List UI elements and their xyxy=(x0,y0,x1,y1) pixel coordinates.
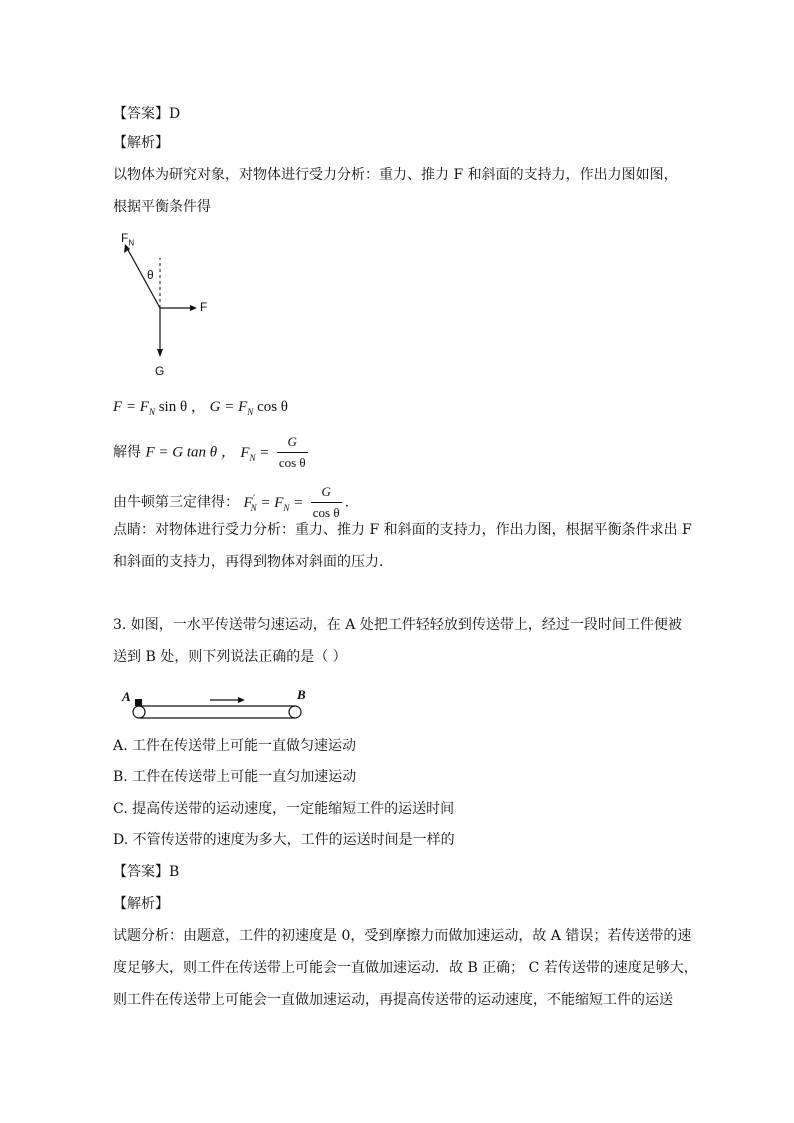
analysis-text-3a: 试题分析：由题意，工件的初速度是 0，受到摩擦力而做加速运动，故 A 错误；若传送带的速 xyxy=(113,928,692,944)
right-roller xyxy=(289,706,301,718)
workpiece-block xyxy=(135,699,142,706)
comment-text-1b: 和斜面的支持力，再得到物体对斜面的压力． xyxy=(113,554,393,570)
gravity-label: G xyxy=(155,364,165,378)
theta-label: θ xyxy=(147,268,154,282)
conveyor-diagram xyxy=(120,686,310,726)
analysis-heading-1: 【解析】 xyxy=(113,135,169,151)
question-3-line-a: 3. 如图，一水平传送带匀速运动，在 A 处把工件轻轻放到传送带上，经过一段时间工件便被 xyxy=(113,617,682,633)
normal-force-arrow xyxy=(127,248,160,308)
normal-force-label: $F_N$ xyxy=(121,231,135,248)
option-c: C. 提高传送带的运动速度，一定能缩短工件的运送时间 xyxy=(113,801,455,817)
comment-text-1a: 点睛：对物体进行受力分析：重力、推力 F 和斜面的支持力，作出力图，根据平衡条件求出 F xyxy=(113,522,692,538)
point-a-label: A xyxy=(122,689,131,704)
push-force-arrowhead xyxy=(190,305,197,311)
conveyor-svg xyxy=(120,686,310,726)
analysis-text-1b: 根据平衡条件得 xyxy=(113,199,211,215)
analysis-text-3c: 则工件在传送带上可能会一直做加速运动，再提高传送带的运动速度，不能缩短工件的运送 xyxy=(113,992,673,1008)
push-force-label: F xyxy=(200,300,208,314)
question-3-line-b: 送到 B 处，则下列说法正确的是（ ） xyxy=(113,649,347,665)
analysis-heading-3: 【解析】 xyxy=(113,896,169,912)
solution-prefix: 解得 xyxy=(113,444,141,461)
gravity-arrowhead xyxy=(157,349,163,357)
equation-third-law: 由牛顿第三定律得： $F'_N = F_N$ = $\frac{G}{\text{cos θ}}$ . xyxy=(113,484,350,520)
analysis-text-3b: 度足够大，则工件在传送带上可能会一直做加速运动．故 B 正确； C 若传送带的速度足够大， xyxy=(113,960,698,976)
force-diagram xyxy=(115,228,225,378)
equation-balance: $F = F_N$ sin θ ， $G = F_N$ cos θ xyxy=(113,399,288,417)
force-diagram-svg xyxy=(115,228,225,378)
analysis-text-1a: 以物体为研究对象，对物体进行受力分析：重力、推力 F 和斜面的支持力，作出力图如图， xyxy=(113,167,678,183)
equation-solution: 解得 F = G tan θ ， $F_N$ = $\frac{G}{\text{cos θ}}$ xyxy=(113,434,306,470)
belt-direction-arrowhead xyxy=(238,697,245,703)
left-roller xyxy=(133,706,145,718)
answer-line-1: 【答案】D xyxy=(113,106,181,122)
option-b: B. 工件在传送带上可能一直匀加速运动 xyxy=(113,769,357,785)
third-law-prefix: 由牛顿第三定律得： xyxy=(113,494,239,511)
point-b-label: B xyxy=(297,687,306,702)
option-a: A. 工件在传送带上可能一直做匀速运动 xyxy=(113,738,357,754)
answer-line-3: 【答案】B xyxy=(113,864,180,880)
option-d: D. 不管传送带的速度为多大，工件的运送时间是一样的 xyxy=(113,832,455,848)
